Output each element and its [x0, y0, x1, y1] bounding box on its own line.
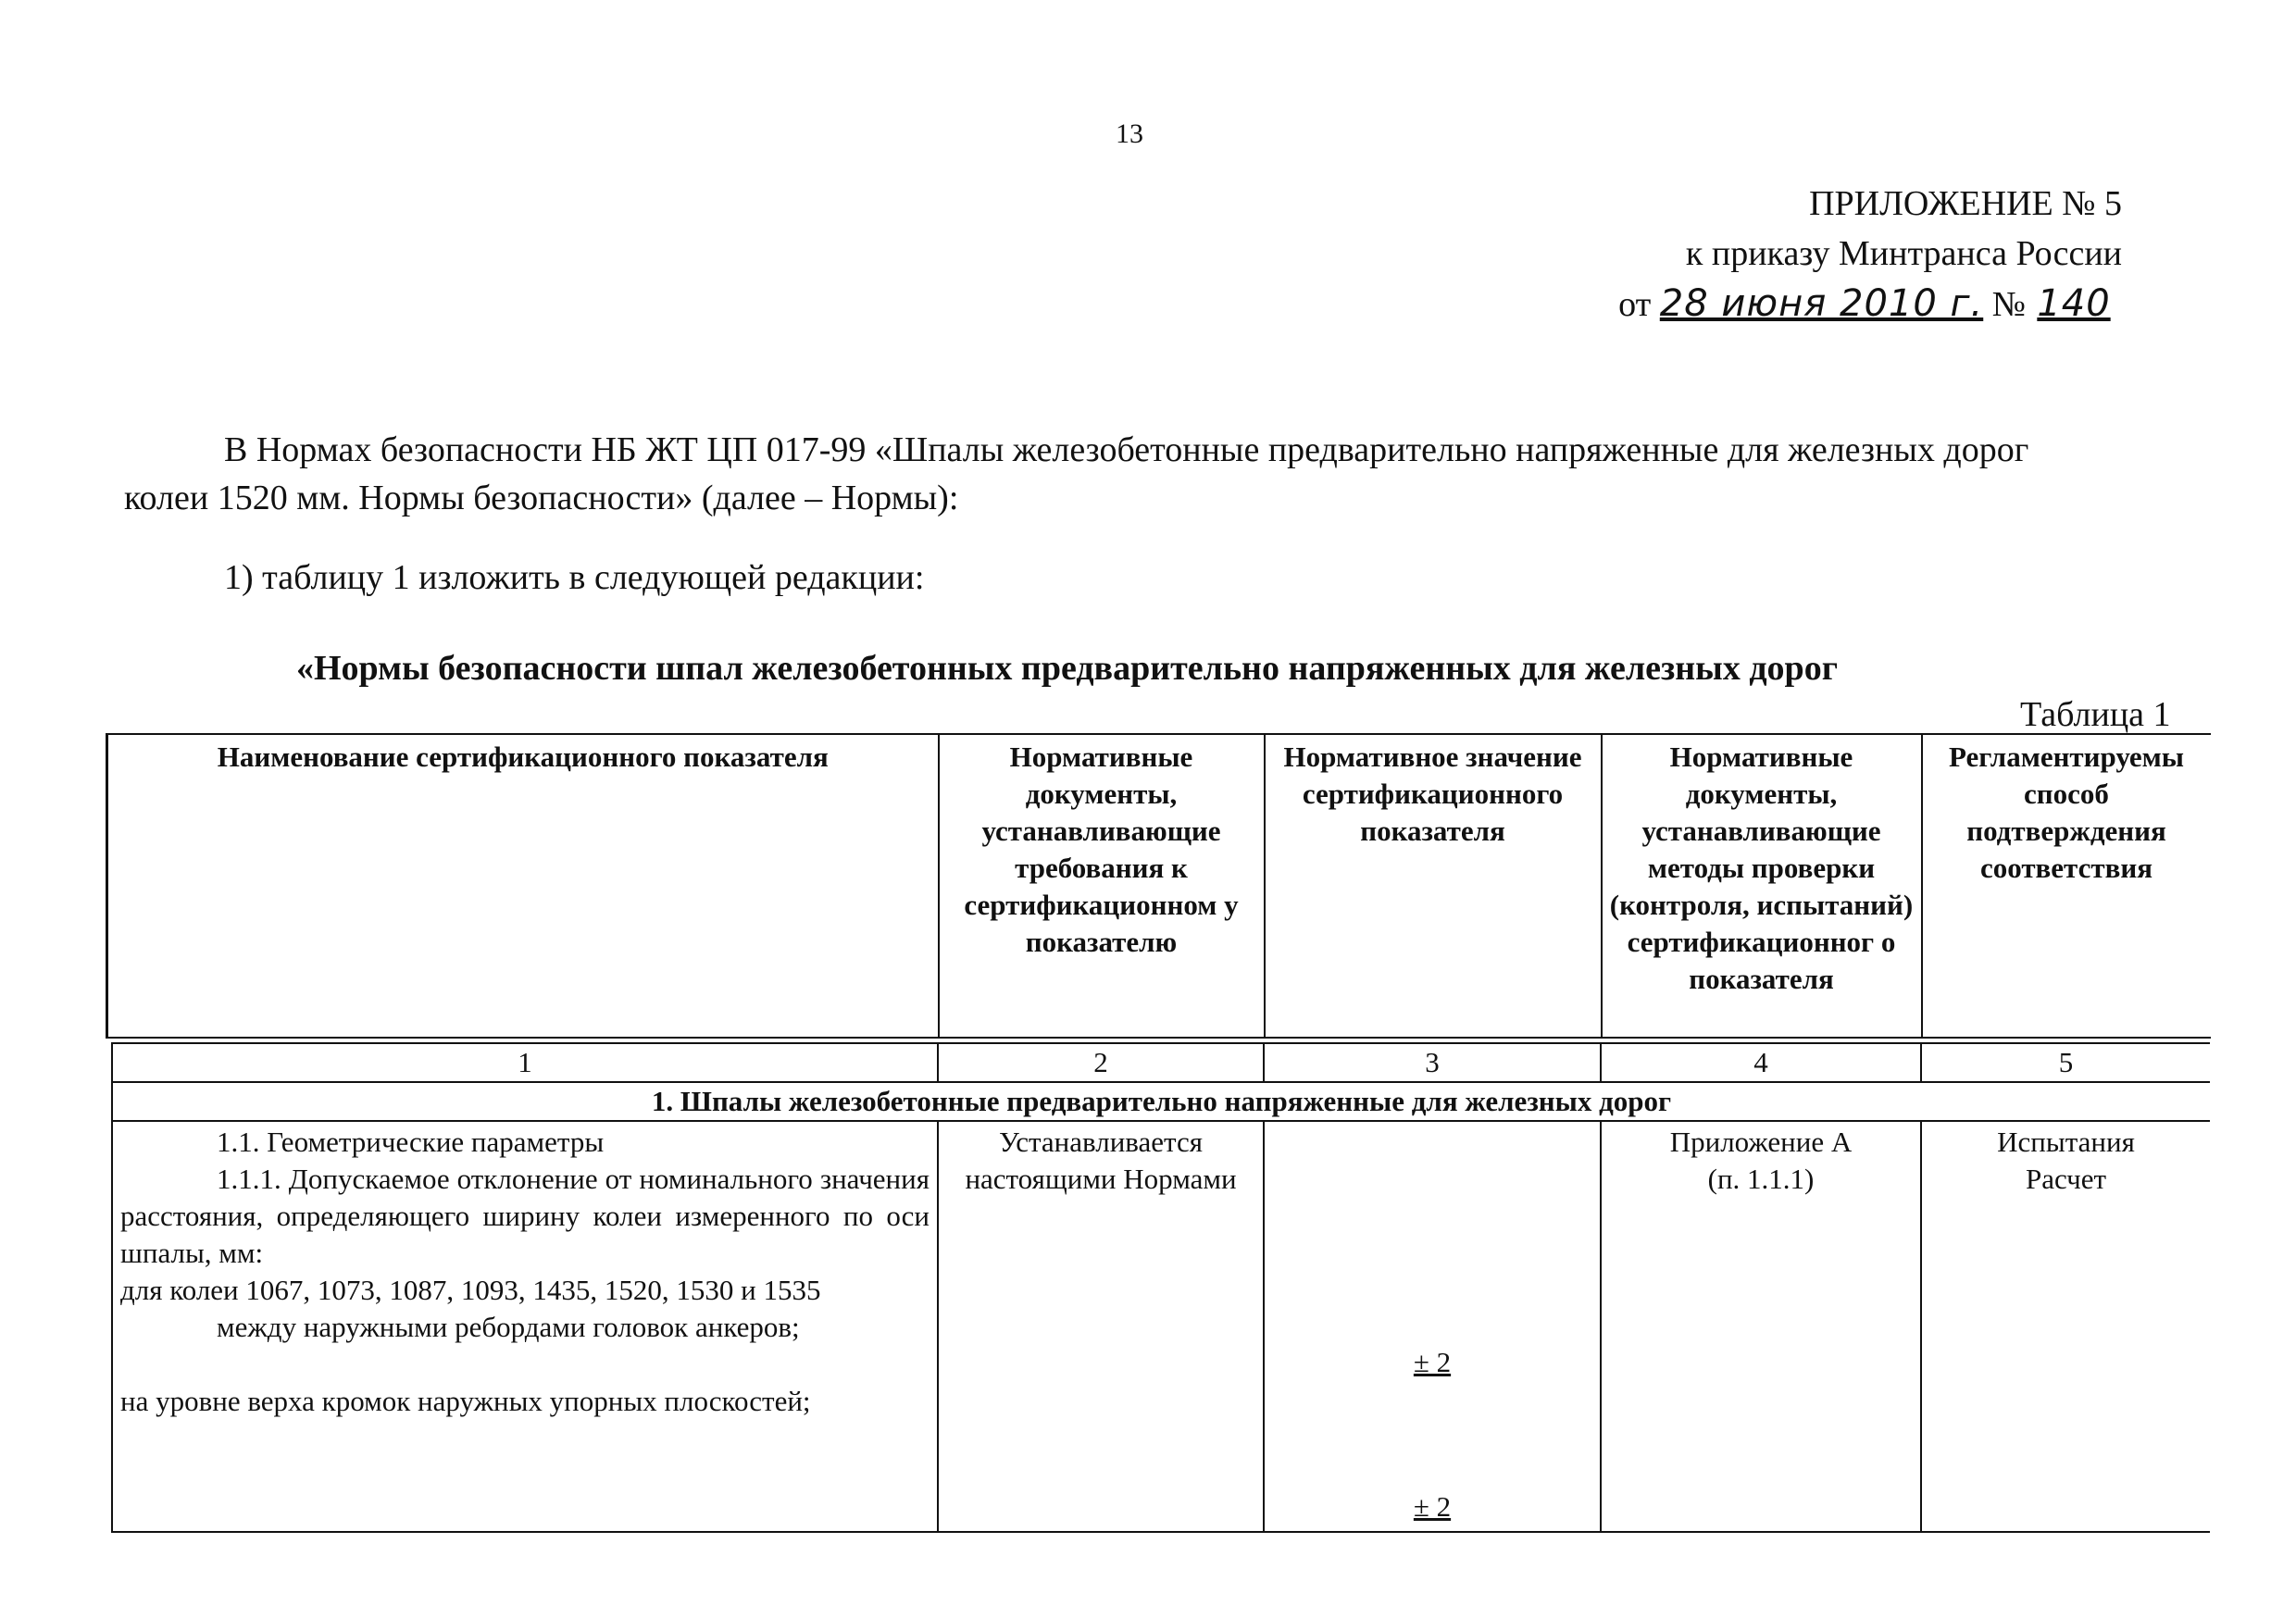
- indicator-anchor-heads: между наружными ребордами головок анкеров;: [217, 1311, 800, 1343]
- indicator-geometric-params: 1.1. Геометрические параметры: [217, 1126, 605, 1158]
- row-normative-value-cell: [1264, 1121, 1601, 1532]
- appendix-order-line: к приказу Минтранса России: [1685, 234, 2122, 273]
- row-indicator-cell: [112, 1121, 938, 1532]
- header-col-3: Нормативное значение сертификационного показателя: [1265, 734, 1602, 1038]
- item-1-text: 1) таблицу 1 изложить в следующей редакции:: [224, 558, 925, 597]
- indicator-stop-planes: на уровне верха кромок наружных упорных плоскостей;: [120, 1385, 811, 1417]
- test-method-ref: Приложение А: [1669, 1126, 1853, 1158]
- section-title: 1. Шпалы железобетонные предварительно напряженные для железных дорог: [112, 1082, 2210, 1121]
- column-number: 1: [112, 1043, 938, 1082]
- tolerance-value-1: [1265, 1344, 1600, 1381]
- row-normative-docs-cell: Устанавливается настоящими Нормами: [938, 1121, 1264, 1532]
- appendix-date-line: [1618, 279, 2122, 330]
- tolerance-text: ± 2: [1413, 1490, 1452, 1523]
- header-col-1: Наименование сертификационного показателя: [107, 734, 939, 1038]
- table-body: [111, 1042, 2210, 1533]
- row-conformity-cell: [1921, 1121, 2210, 1532]
- column-number: 5: [1921, 1043, 2210, 1082]
- indicator-gauges: для колеи 1067, 1073, 1087, 1093, 1435, 1520, 1530 и 1535: [120, 1274, 821, 1306]
- conformity-method-2: Расчет: [2025, 1163, 2107, 1195]
- column-number: 2: [938, 1043, 1264, 1082]
- header-col-2: Нормативные документы, устанавливающие требования к сертификационном у показателю: [939, 734, 1265, 1038]
- header-col-4: Нормативные документы, устанавливающие методы проверки (контроля, испытаний) сертификационног о показателя: [1602, 734, 1922, 1038]
- column-number: 4: [1601, 1043, 1921, 1082]
- table-header: [106, 733, 2211, 1039]
- header-col-5: Регламентируемы способ подтверждения соответствия: [1922, 734, 2211, 1038]
- date-prefix: от: [1618, 285, 1652, 324]
- conformity-method-1: Испытания: [1997, 1126, 2135, 1158]
- table-heading: «Нормы безопасности шпал железобетонных предварительно напряженных для железных дорог: [296, 649, 1838, 688]
- column-number-row: [112, 1043, 2210, 1082]
- section-row: [112, 1082, 2210, 1121]
- number-prefix: №: [1991, 285, 2026, 324]
- appendix-block: [1618, 179, 2122, 330]
- page-number: 13: [1116, 118, 1143, 149]
- handwritten-date: 28 июня 2010 г.: [1659, 282, 1984, 325]
- table-row: [112, 1121, 2210, 1532]
- column-number: 3: [1264, 1043, 1601, 1082]
- test-method-clause: (п. 1.1.1): [1707, 1163, 1815, 1195]
- tolerance-value-2: [1265, 1488, 1600, 1525]
- tolerance-text: ± 2: [1413, 1346, 1452, 1378]
- row-test-methods-cell: [1601, 1121, 1921, 1532]
- intro-paragraph: В Нормах безопасности НБ ЖТ ЦП 017-99 «Шпалы железобетонные предварительно напряженные для железных дорог колеи 1520 мм. Нормы безопасности» (далее – Нормы):: [124, 430, 2029, 517]
- indicator-1-1-1: 1.1.1. Допускаемое отклонение от номинального значения расстояния, определяющего ширину колеи измеренного по оси шпалы, мм:: [120, 1163, 930, 1269]
- table-caption: Таблица 1: [2020, 695, 2171, 734]
- appendix-title: ПРИЛОЖЕНИЕ № 5: [1809, 184, 2122, 223]
- handwritten-number: 140: [2037, 282, 2111, 325]
